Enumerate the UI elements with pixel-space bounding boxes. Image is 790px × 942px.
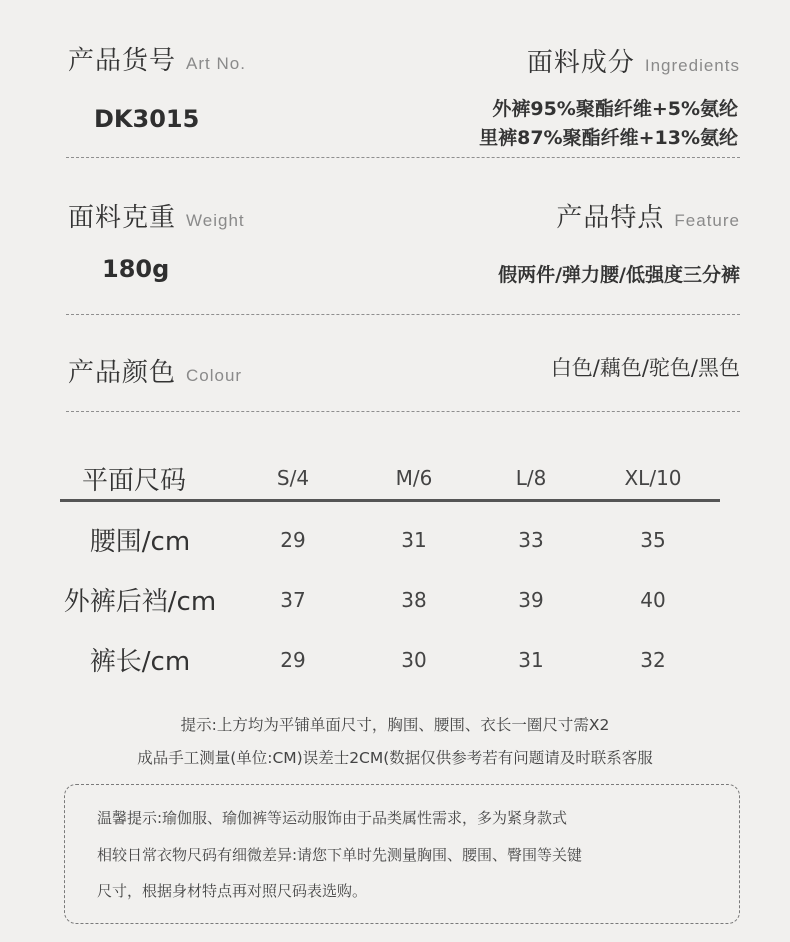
row-label-length: 裤长/cm (89, 647, 191, 677)
divider-2 (66, 314, 740, 315)
table-cell: 31 (401, 528, 427, 552)
colour-value: 白色/藕色/驼色/黑色 (550, 356, 740, 380)
weight-label-en: Weight (186, 211, 245, 230)
tip-box (64, 784, 740, 924)
feature-label-cn: 产品特点 (556, 203, 665, 233)
size-col-m: M/6 (395, 466, 433, 490)
art-no-value: DK3015 (94, 105, 200, 133)
divider-1 (66, 157, 740, 158)
size-col-xl: XL/10 (624, 466, 682, 490)
art-no-label-en: Art No. (186, 54, 246, 73)
ingredients-line-outer: 外裤95%聚酯纤维+5%氨纶 (492, 98, 738, 120)
ingredients-label (527, 42, 740, 79)
size-col-s: S/4 (276, 466, 310, 490)
feature-label (556, 197, 740, 234)
divider-3 (66, 411, 740, 412)
ingredients-label-en: Ingredients (644, 56, 740, 75)
ingredients-label-cn: 面料成分 (526, 48, 635, 78)
weight-value: 180g (102, 255, 170, 283)
weight-label (68, 197, 245, 234)
table-cell: 30 (401, 648, 427, 672)
table-cell: 32 (640, 648, 666, 672)
feature-value: 假两件/弹力腰/低强度三分裤 (498, 264, 740, 286)
tip-line-2: 相较日常衣物尺码有细微差异:请您下单时先测量胸围、腰围、臀围等关键 (97, 846, 583, 864)
table-cell: 33 (518, 528, 544, 552)
colour-label-en: Colour (186, 366, 243, 385)
size-table-header: 平面尺码 (82, 466, 187, 496)
row-label-rise: 外裤后裆/cm (63, 587, 217, 617)
table-cell: 39 (518, 588, 544, 612)
table-cell: 29 (280, 648, 306, 672)
table-cell: 29 (280, 528, 306, 552)
note-line-2: 成品手工测量(单位:CM)误差士2CM(数据仅供参考若有问题请及时联系客服 (137, 749, 653, 767)
note-line-1: 提示:上方均为平铺单面尺寸，胸围、腰围、衣长一圈尺寸需X2 (180, 716, 610, 734)
table-cell: 37 (280, 588, 306, 612)
table-cell: 38 (401, 588, 427, 612)
art-no-label (68, 40, 246, 77)
colour-label (68, 352, 242, 389)
size-col-l: L/8 (515, 466, 547, 490)
row-label-waist: 腰围/cm (89, 527, 191, 557)
table-cell: 40 (640, 588, 666, 612)
size-table-rule (60, 499, 720, 502)
art-no-label-cn: 产品货号 (68, 46, 177, 76)
weight-label-cn: 面料克重 (68, 203, 177, 233)
tip-line-3: 尺寸，根据身材特点再对照尺码表选购。 (97, 882, 368, 900)
feature-label-en: Feature (674, 211, 740, 230)
colour-label-cn: 产品颜色 (68, 358, 177, 388)
table-cell: 35 (640, 528, 666, 552)
ingredients-value (479, 95, 738, 153)
tip-line-1: 温馨提示:瑜伽服、瑜伽裤等运动服饰由于品类属性需求，多为紧身款式 (97, 809, 568, 827)
ingredients-line-inner: 里裤87%聚酯纤维+13%氨纶 (479, 127, 738, 149)
table-cell: 31 (518, 648, 544, 672)
